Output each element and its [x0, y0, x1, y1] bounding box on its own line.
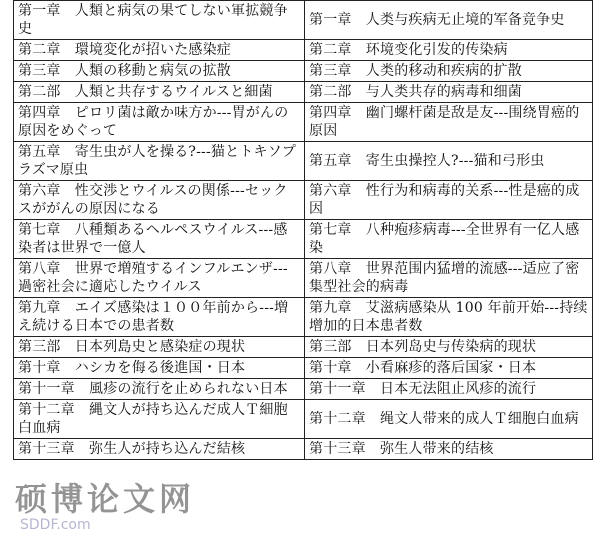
chinese-title-cell: 第三章 人类的移动和疾病的扩散 — [305, 61, 593, 82]
japanese-title-cell: 第十一章 風疹の流行を止められない日本 — [14, 379, 305, 400]
table-row — [14, 400, 593, 439]
chinese-title-cell: 第六章 性行为和病毒的关系---性是癌的成因 — [305, 181, 593, 220]
table-row — [14, 1, 593, 40]
chinese-title-cell: 第十二章 绳文人带来的成人Ｔ细胞白血病 — [305, 400, 593, 439]
chinese-title-cell: 第三部 日本列岛史与传染病的现状 — [305, 337, 593, 358]
chinese-title-cell: 第九章 艾滋病感染从 100 年前开始---持续增加的日本患者数 — [305, 298, 593, 337]
japanese-title-cell: 第八章 世界で増殖するインフルエンザ---過密社会に適応したウイルス — [14, 259, 305, 298]
chinese-title-cell: 第十一章 日本无法阻止风疹的流行 — [305, 379, 593, 400]
japanese-title-cell: 第十二章 縄文人が持ち込んだ成人Ｔ細胞白血病 — [14, 400, 305, 439]
table-row — [14, 61, 593, 82]
japanese-title-cell: 第二部 人類と共存するウイルスと細菌 — [14, 82, 305, 103]
table-row — [14, 220, 593, 259]
table-row — [14, 142, 593, 181]
table-body — [14, 1, 593, 460]
chinese-title-cell: 第二部 与人类共存的病毒和细菌 — [305, 82, 593, 103]
watermark-logo: 硕博论文网 — [15, 480, 196, 518]
chinese-title-cell: 第十三章 弥生人带来的结核 — [305, 439, 593, 460]
table-row — [14, 259, 593, 298]
chinese-title-cell: 第四章 幽门螺杆菌是敌是友---围绕胃癌的原因 — [305, 103, 593, 142]
table-row — [14, 298, 593, 337]
table-row — [14, 358, 593, 379]
chinese-title-cell: 第五章 寄生虫操控人?---猫和弓形虫 — [305, 142, 593, 181]
table-row — [14, 40, 593, 61]
chinese-title-cell: 第十章 小看麻疹的落后国家・日本 — [305, 358, 593, 379]
japanese-title-cell: 第十章 ハシカを侮る後進国・日本 — [14, 358, 305, 379]
japanese-title-cell: 第十三章 弥生人が持ち込んだ結核 — [14, 439, 305, 460]
table-row — [14, 181, 593, 220]
table-row — [14, 103, 593, 142]
japanese-title-cell: 第五章 寄生虫が人を操る?---猫とトキソプラズマ原虫 — [14, 142, 305, 181]
watermark-url: SDDF.com — [20, 517, 91, 533]
chinese-title-cell: 第二章 环境变化引发的传染病 — [305, 40, 593, 61]
table-row — [14, 439, 593, 460]
japanese-title-cell: 第一章 人類と病気の果てしない軍拡競争史 — [14, 1, 305, 40]
japanese-title-cell: 第二章 環境変化が招いた感染症 — [14, 40, 305, 61]
translation-table — [13, 0, 593, 460]
chinese-title-cell: 第七章 八种疱疹病毒---全世界有一亿人感染 — [305, 220, 593, 259]
table-row — [14, 337, 593, 358]
chinese-title-cell: 第八章 世界范围内猛增的流感---适应了密集型社会的病毒 — [305, 259, 593, 298]
japanese-title-cell: 第四章 ピロリ菌は敵か味方か---胃がんの原因をめぐって — [14, 103, 305, 142]
japanese-title-cell: 第九章 エイズ感染は１００年前から---増え続ける日本での患者数 — [14, 298, 305, 337]
japanese-title-cell: 第七章 八種類あるヘルペスウイルス---感染者は世界で一億人 — [14, 220, 305, 259]
japanese-title-cell: 第三章 人類の移動と病気の拡散 — [14, 61, 305, 82]
table-row — [14, 379, 593, 400]
table-row — [14, 82, 593, 103]
japanese-title-cell: 第三部 日本列島史と感染症の現状 — [14, 337, 305, 358]
japanese-title-cell: 第六章 性交渉とウイルスの関係---セックスががんの原因になる — [14, 181, 305, 220]
chinese-title-cell: 第一章 人类与疾病无止境的军备竞争史 — [305, 1, 593, 40]
